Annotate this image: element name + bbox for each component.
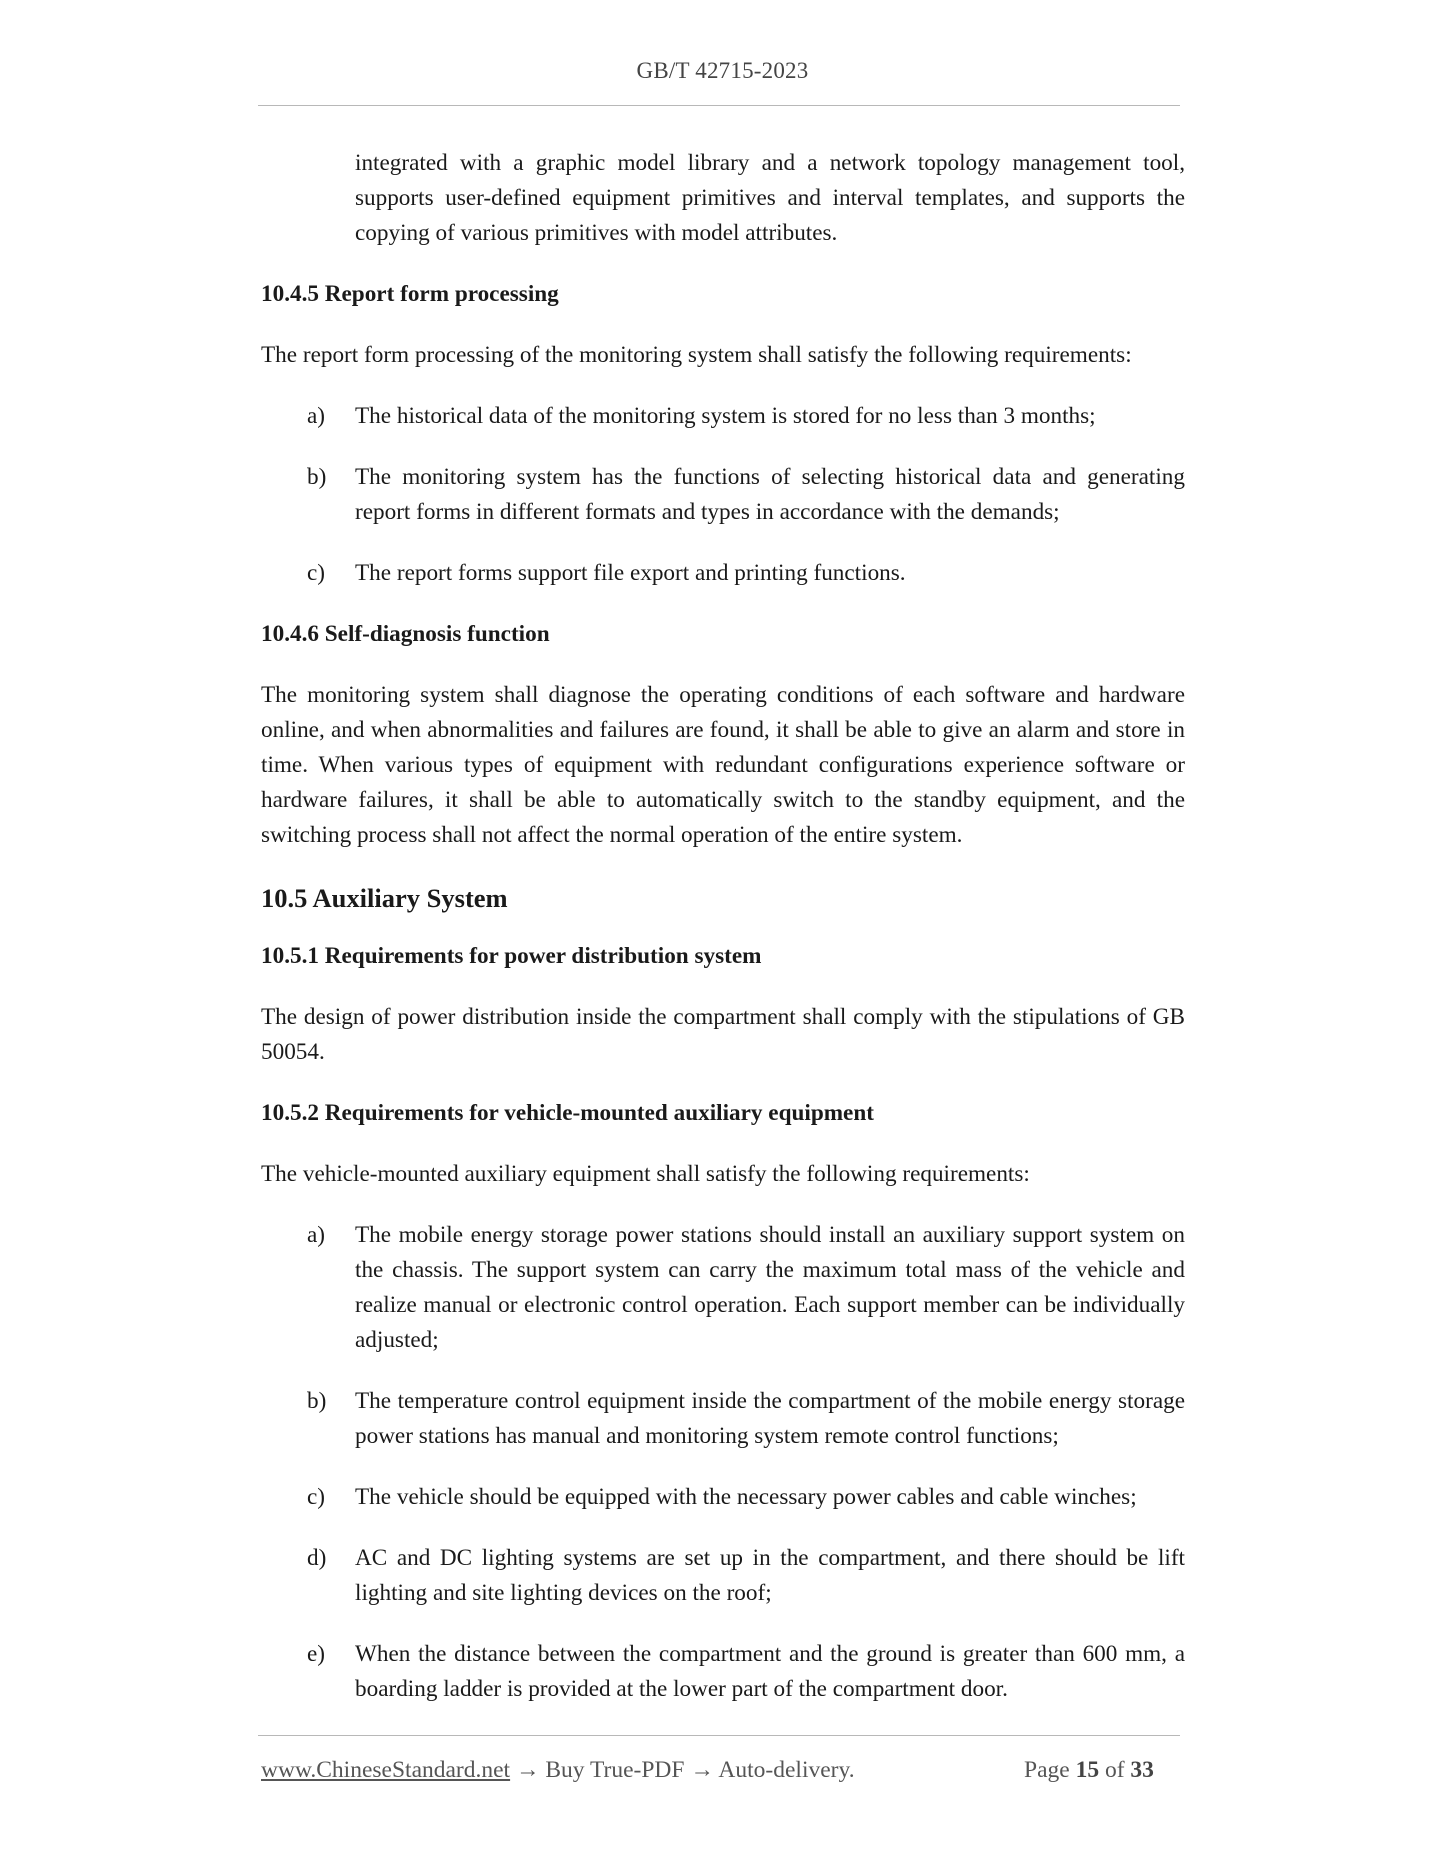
list-item [261,399,1185,434]
list-marker: c) [307,560,326,586]
document-id-header: GB/T 42715-2023 [636,58,809,83]
heading-10-5-2: 10.5.2 Requirements for vehicle-mounted auxiliary equipment [261,1100,874,1126]
page-total: 33 [1130,1757,1154,1783]
list-item [261,1384,1185,1454]
page-content [261,146,1185,1733]
heading-10-4-6: 10.4.6 Self-diagnosis function [261,621,550,647]
intro-10-4-5: The report form processing of the monitoring system shall satisfy the following requirements: [261,342,1132,368]
page-label: Page [1024,1757,1070,1783]
header-divider [258,105,1180,106]
paragraph-10-5-1: The design of power distribution inside the compartment shall comply with the stipulations of GB 50054. [261,1004,1185,1065]
continued-paragraph: integrated with a graphic model library and a network topology management tool, supports user-defined equipment primitives and interval templates, and supports the copying of various primitives with model attributes. [355,150,1185,246]
buy-text: Buy True-PDF [545,1757,685,1783]
delivery-text: Auto-delivery. [718,1757,855,1783]
footer-divider [258,1735,1180,1736]
page-number [1024,1757,1154,1784]
list-marker: b) [307,464,327,490]
list-item [261,1541,1185,1611]
list-marker: a) [307,403,326,429]
list-marker: b) [307,1388,327,1414]
heading-10-4-5: 10.4.5 Report form processing [261,281,559,307]
heading-10-5-1: 10.5.1 Requirements for power distribution system [261,943,762,969]
page-current: 15 [1075,1757,1100,1783]
list-item [261,1637,1185,1707]
heading-10-5: 10.5 Auxiliary System [261,883,508,913]
list-item [261,556,1185,591]
list-item-text: The vehicle should be equipped with the necessary power cables and cable winches; [355,1484,1137,1510]
arrow-icon: → [515,1757,540,1783]
list-marker: d) [307,1545,327,1571]
site-link[interactable]: www.ChineseStandard.net [261,1757,511,1783]
list-item [261,1480,1185,1515]
list-item [261,1218,1185,1358]
arrow-icon: → [690,1757,714,1783]
intro-10-5-2: The vehicle-mounted auxiliary equipment shall satisfy the following requirements: [261,1161,1030,1187]
list-item-text: The report forms support file export and printing functions. [355,560,906,586]
list-item-text: The mobile energy storage power stations should install an auxiliary support system on the chassis. The support system can carry the maximum total mass of the vehicle and realize manual or electronic control operation. Each support member can be individually adjusted; [355,1222,1185,1353]
of-label: of [1104,1757,1125,1783]
list-marker: a) [307,1222,326,1248]
paragraph-10-4-6: The monitoring system shall diagnose the operating conditions of each software and hardware online, and when abnormalities and failures are found, it shall be able to give an alarm and store in time. When various types of equipment with redundant configurations experience software or hardware failures, it shall be able to automatically switch to the standby equipment, and the switching process shall not affect the normal operation of the entire system. [261,682,1185,848]
list-marker: c) [307,1484,326,1510]
list-item-text: When the distance between the compartment and the ground is greater than 600 mm, a boarding ladder is provided at the lower part of the compartment door. [355,1641,1185,1702]
list-item-text: The monitoring system has the functions of selecting historical data and generating report forms in different formats and types in accordance with the demands; [355,464,1185,525]
footer-promo [261,1757,855,1784]
list-item-text: AC and DC lighting systems are set up in the compartment, and there should be lift lighting and site lighting devices on the roof; [355,1545,1185,1606]
list-item-text: The historical data of the monitoring system is stored for no less than 3 months; [355,403,1096,429]
list-item [261,460,1185,530]
list-marker: e) [307,1641,326,1667]
list-item-text: The temperature control equipment inside the compartment of the mobile energy storage power stations has manual and monitoring system remote control functions; [355,1388,1185,1449]
